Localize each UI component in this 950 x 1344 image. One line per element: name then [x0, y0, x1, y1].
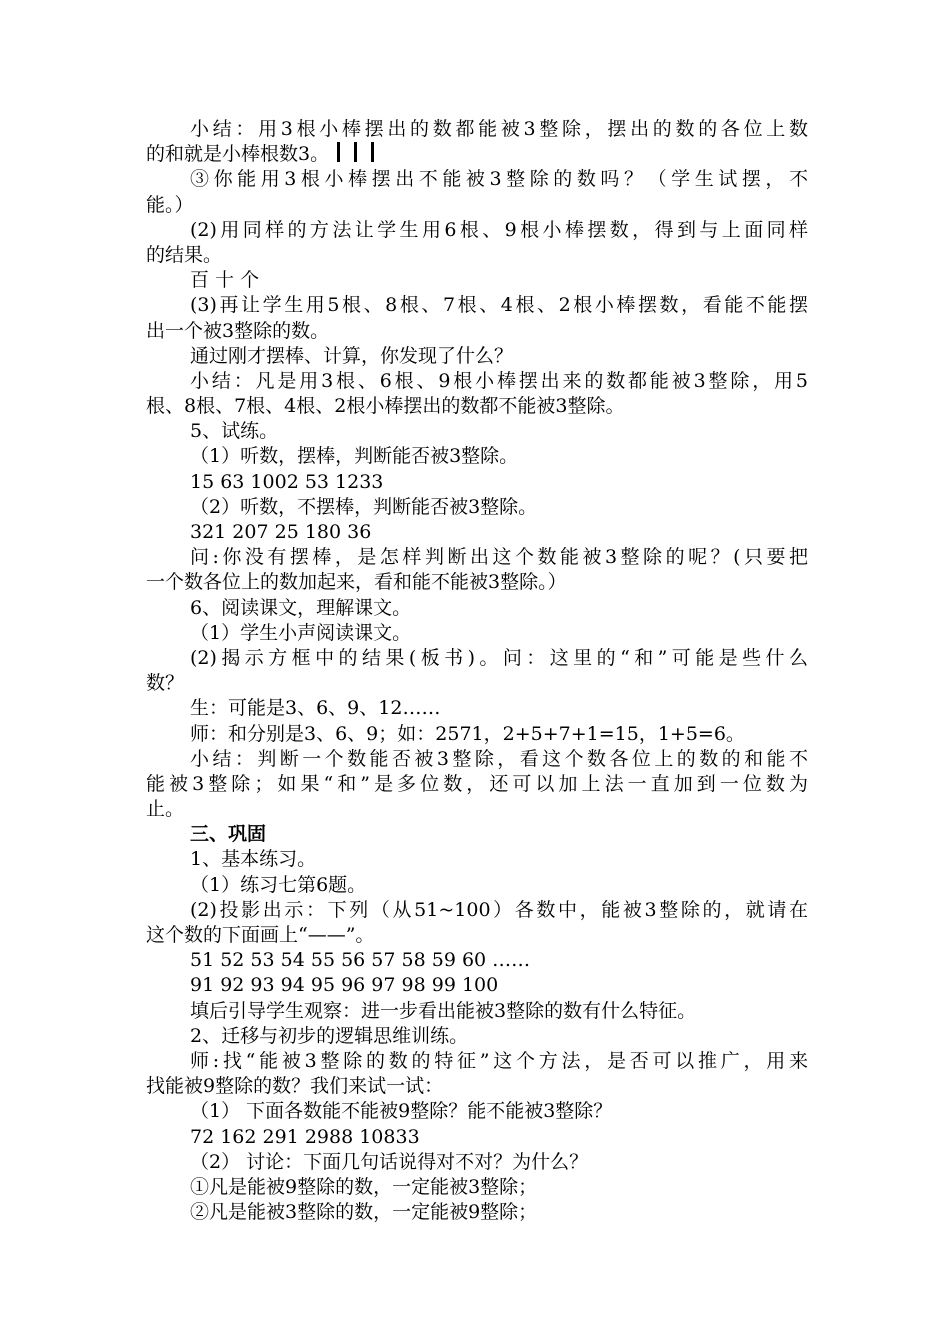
line-text: 6、阅读课文，理解课文。 — [190, 596, 412, 619]
line-text: （1）听数，摆棒，判断能否被3整除。 — [190, 445, 519, 468]
text-line — [146, 747, 808, 772]
text-line — [146, 444, 808, 469]
text-line — [146, 873, 808, 898]
line-text: 问:你没有摆棒，是怎样判断出这个数能被3整除的呢？(只要把 — [190, 546, 808, 569]
text-line — [146, 1125, 808, 1150]
text-line — [146, 772, 808, 797]
text-line — [146, 218, 808, 243]
stick-bars-graphic — [337, 142, 388, 169]
text-line — [146, 797, 808, 822]
line-text: 15 63 1002 53 1233 — [190, 470, 384, 493]
text-line — [146, 1099, 808, 1124]
line-text: 小结：凡是用3根、6根、9根小棒摆出来的数都能被3整除，用5 — [190, 369, 808, 392]
text-line — [146, 973, 808, 998]
text-line — [146, 847, 808, 872]
line-text: 师:找“能被3整除的数的特征”这个方法，是否可以推广，用来 — [190, 1049, 808, 1072]
line-text: 数？ — [146, 672, 185, 695]
text-line — [146, 1200, 808, 1225]
line-text: 生：可能是3、6、9、12…… — [190, 697, 441, 720]
text-line — [146, 470, 808, 495]
line-text: 91 92 93 94 95 96 97 98 99 100 — [190, 974, 499, 997]
line-text: ②凡是能被3整除的数，一定能被9整除； — [190, 1201, 538, 1224]
line-text: ③你能用3根小棒摆出不能被3整除的数吗？（学生试摆，不 — [190, 168, 808, 191]
text-line — [146, 167, 808, 192]
line-text: 止。 — [146, 798, 185, 821]
text-line — [146, 369, 808, 394]
line-text: （1）学生小声阅读课文。 — [190, 621, 412, 644]
section-heading — [146, 822, 808, 847]
text-line — [146, 1175, 808, 1200]
line-text: 321 207 25 180 36 — [190, 521, 372, 543]
line-text: 小结：用3根小棒摆出的数都能被3整除，摆出的数的各位上数 — [190, 118, 808, 140]
line-text: 的和就是小棒根数3。 — [146, 143, 330, 166]
line-text: 一个数各位上的数加起来，看和能不能被3整除。） — [146, 571, 567, 594]
line-text: 小结：判断一个数能否被3整除，看这个数各位上的数的和能不 — [190, 747, 808, 770]
text-line — [146, 999, 808, 1024]
text-line — [146, 117, 808, 142]
text-line — [146, 520, 808, 545]
line-text: 通过刚才摆棒、计算，你发现了什么？ — [190, 344, 514, 367]
document-page — [146, 117, 808, 1225]
text-line — [146, 898, 808, 923]
line-text: (2)用同样的方法让学生用6根、9根小棒摆数，得到与上面同样 — [190, 218, 808, 241]
line-text: 填后引导学生观察：进一步看出能被3整除的数有什么特征。 — [190, 999, 697, 1022]
text-line — [146, 1024, 808, 1049]
text-line — [146, 696, 808, 721]
line-text: 的结果。 — [146, 243, 223, 266]
line-text: （1） 下面各数能不能被9整除？能不能被3整除？ — [190, 1100, 613, 1123]
text-line — [146, 923, 808, 948]
stick-bar — [337, 142, 340, 162]
text-line — [146, 621, 808, 646]
text-line — [146, 1074, 808, 1099]
text-line — [146, 948, 808, 973]
text-line — [146, 722, 808, 747]
line-text: （2）听数，不摆棒，判断能否被3整除。 — [190, 495, 538, 518]
text-line — [146, 570, 808, 595]
line-text: 百 十 个 — [190, 269, 260, 292]
line-text: 这个数的下面画上“——”。 — [146, 924, 375, 946]
stick-bar — [354, 142, 357, 162]
text-line — [146, 671, 808, 696]
text-line — [146, 419, 808, 444]
text-line — [146, 1150, 808, 1175]
line-text: ①凡是能被9整除的数，一定能被3整除； — [190, 1175, 538, 1198]
text-line — [146, 495, 808, 520]
text-line — [146, 596, 808, 621]
line-text: (2)投影出示：下列（从51~100）各数中，能被3整除的，就请在 — [190, 898, 808, 921]
line-text: 51 52 53 54 55 56 57 58 59 60 …… — [190, 949, 531, 972]
line-text: 根、8根、7根、4根、2根小棒摆出的数都不能被3整除。 — [146, 395, 625, 418]
text-line — [146, 193, 808, 218]
line-text: （1）练习七第6题。 — [190, 873, 367, 896]
text-line — [146, 394, 808, 419]
stick-bar — [371, 142, 374, 162]
line-text: 72 162 291 2988 10833 — [190, 1125, 420, 1148]
text-line — [146, 319, 808, 344]
line-text: 能。） — [146, 193, 194, 216]
text-line — [146, 344, 808, 369]
line-text: 出一个被3整除的数。 — [146, 319, 330, 342]
line-text: （2） 讨论：下面几句话说得对不对？为什么？ — [190, 1150, 589, 1173]
line-text: 找能被9整除的数？我们来试一试： — [146, 1075, 444, 1098]
line-text: 能被3整除；如果“和”是多位数，还可以加上法一直加到一位数为 — [146, 772, 808, 795]
text-line — [146, 1049, 808, 1074]
line-text: 三、巩固 — [190, 823, 267, 846]
line-text: 5、试练。 — [190, 420, 279, 443]
line-text: (2)揭示方框中的结果(板书)。问：这里的“和”可能是些什么 — [190, 646, 808, 669]
text-line — [146, 545, 808, 570]
line-text: 1、基本练习。 — [190, 848, 317, 871]
text-line — [146, 243, 808, 268]
text-line — [146, 293, 808, 318]
line-text: 师：和分别是3、6、9；如：2571，2+5+7+1=15，1+5=6。 — [190, 722, 745, 745]
text-line — [146, 268, 808, 293]
line-text: (3)再让学生用5根、8根、7根、4根、2根小棒摆数，看能不能摆 — [190, 294, 808, 317]
text-line — [146, 142, 808, 167]
text-line — [146, 646, 808, 671]
line-text: 2、迁移与初步的逻辑思维训练。 — [190, 1024, 469, 1047]
